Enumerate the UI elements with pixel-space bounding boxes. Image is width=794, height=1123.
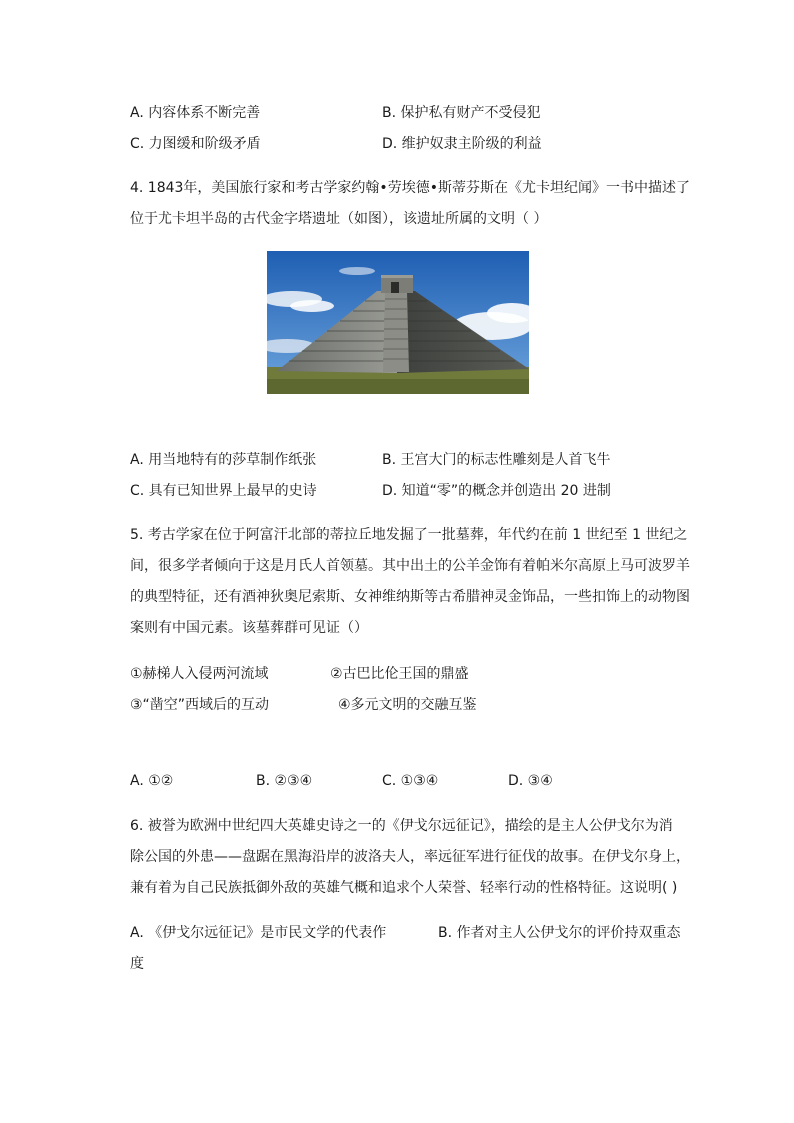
q5-stem-line: 的典型特征，还有酒神狄奥尼索斯、女神维纳斯等古希腊神灵金饰品，一些扣饰上的动物图	[130, 589, 690, 605]
q5-item-1: ①赫梯人入侵两河流域	[130, 666, 269, 682]
q6-stem-line: 兼有着为自己民族抵御外敌的英雄气概和追求个人荣誉、轻率行动的性格特征。这说明( )	[130, 880, 678, 896]
q3-option-b: B. 保护私有财产不受侵犯	[382, 105, 541, 121]
q3-option-d: D. 维护奴隶主阶级的利益	[382, 136, 542, 152]
q5-item-2: ②古巴比伦王国的鼎盛	[330, 666, 469, 682]
q5-item-3: ③“凿空”西域后的互动	[130, 697, 270, 713]
q3-option-a: A. 内容体系不断完善	[130, 105, 261, 121]
q4-stem-line: 4. 1843年，美国旅行家和考古学家约翰•劳埃德•斯蒂芬斯在《尤卡坦纪闻》一书中描述了	[130, 180, 690, 196]
q6-option-b-continued: 度	[130, 956, 144, 972]
q3-option-c: C. 力图缓和阶级矛盾	[130, 136, 261, 152]
q4-stem-line: 位于尤卡坦半岛的古代金字塔遗址（如图），该遗址所属的文明（ ）	[130, 211, 548, 227]
q6-stem-line: 除公国的外患——盘踞在黑海沿岸的波洛夫人，率远征军进行征伐的故事。在伊戈尔身上，	[130, 849, 690, 865]
q6-option-a: A. 《伊戈尔远征记》是市民文学的代表作	[130, 925, 387, 941]
pyramid-photo	[267, 251, 529, 394]
q4-option-c: C. 具有已知世界上最早的史诗	[130, 483, 317, 499]
q5-stem-line: 案则有中国元素。该墓葬群可见证（）	[130, 620, 368, 636]
q6-option-b: B. 作者对主人公伊戈尔的评价持双重态	[438, 925, 681, 941]
q5-stem-line: 间，很多学者倾向于这是月氏人首领墓。其中出土的公羊金饰有着帕米尔高原上马可波罗羊	[130, 558, 690, 574]
q6-stem-line: 6. 被誉为欧洲中世纪四大英雄史诗之一的《伊戈尔远征记》，描绘的是主人公伊戈尔为消	[130, 818, 673, 834]
q5-option-d: D. ③④	[508, 773, 553, 789]
q5-stem-line: 5. 考古学家在位于阿富汗北部的蒂拉丘地发掘了一批墓葬，年代约在前 1 世纪至 1 世纪之	[130, 527, 688, 543]
q4-option-b: B. 王宫大门的标志性雕刻是人首飞牛	[382, 452, 611, 468]
q5-option-b: B. ②③④	[256, 773, 313, 789]
q5-item-4: ④多元文明的交融互鉴	[338, 697, 477, 713]
q5-option-c: C. ①③④	[382, 773, 439, 789]
q4-option-d: D. 知道“零”的概念并创造出 20 进制	[382, 483, 611, 499]
q5-option-a: A. ①②	[130, 773, 174, 789]
q4-option-a: A. 用当地特有的莎草制作纸张	[130, 452, 317, 468]
